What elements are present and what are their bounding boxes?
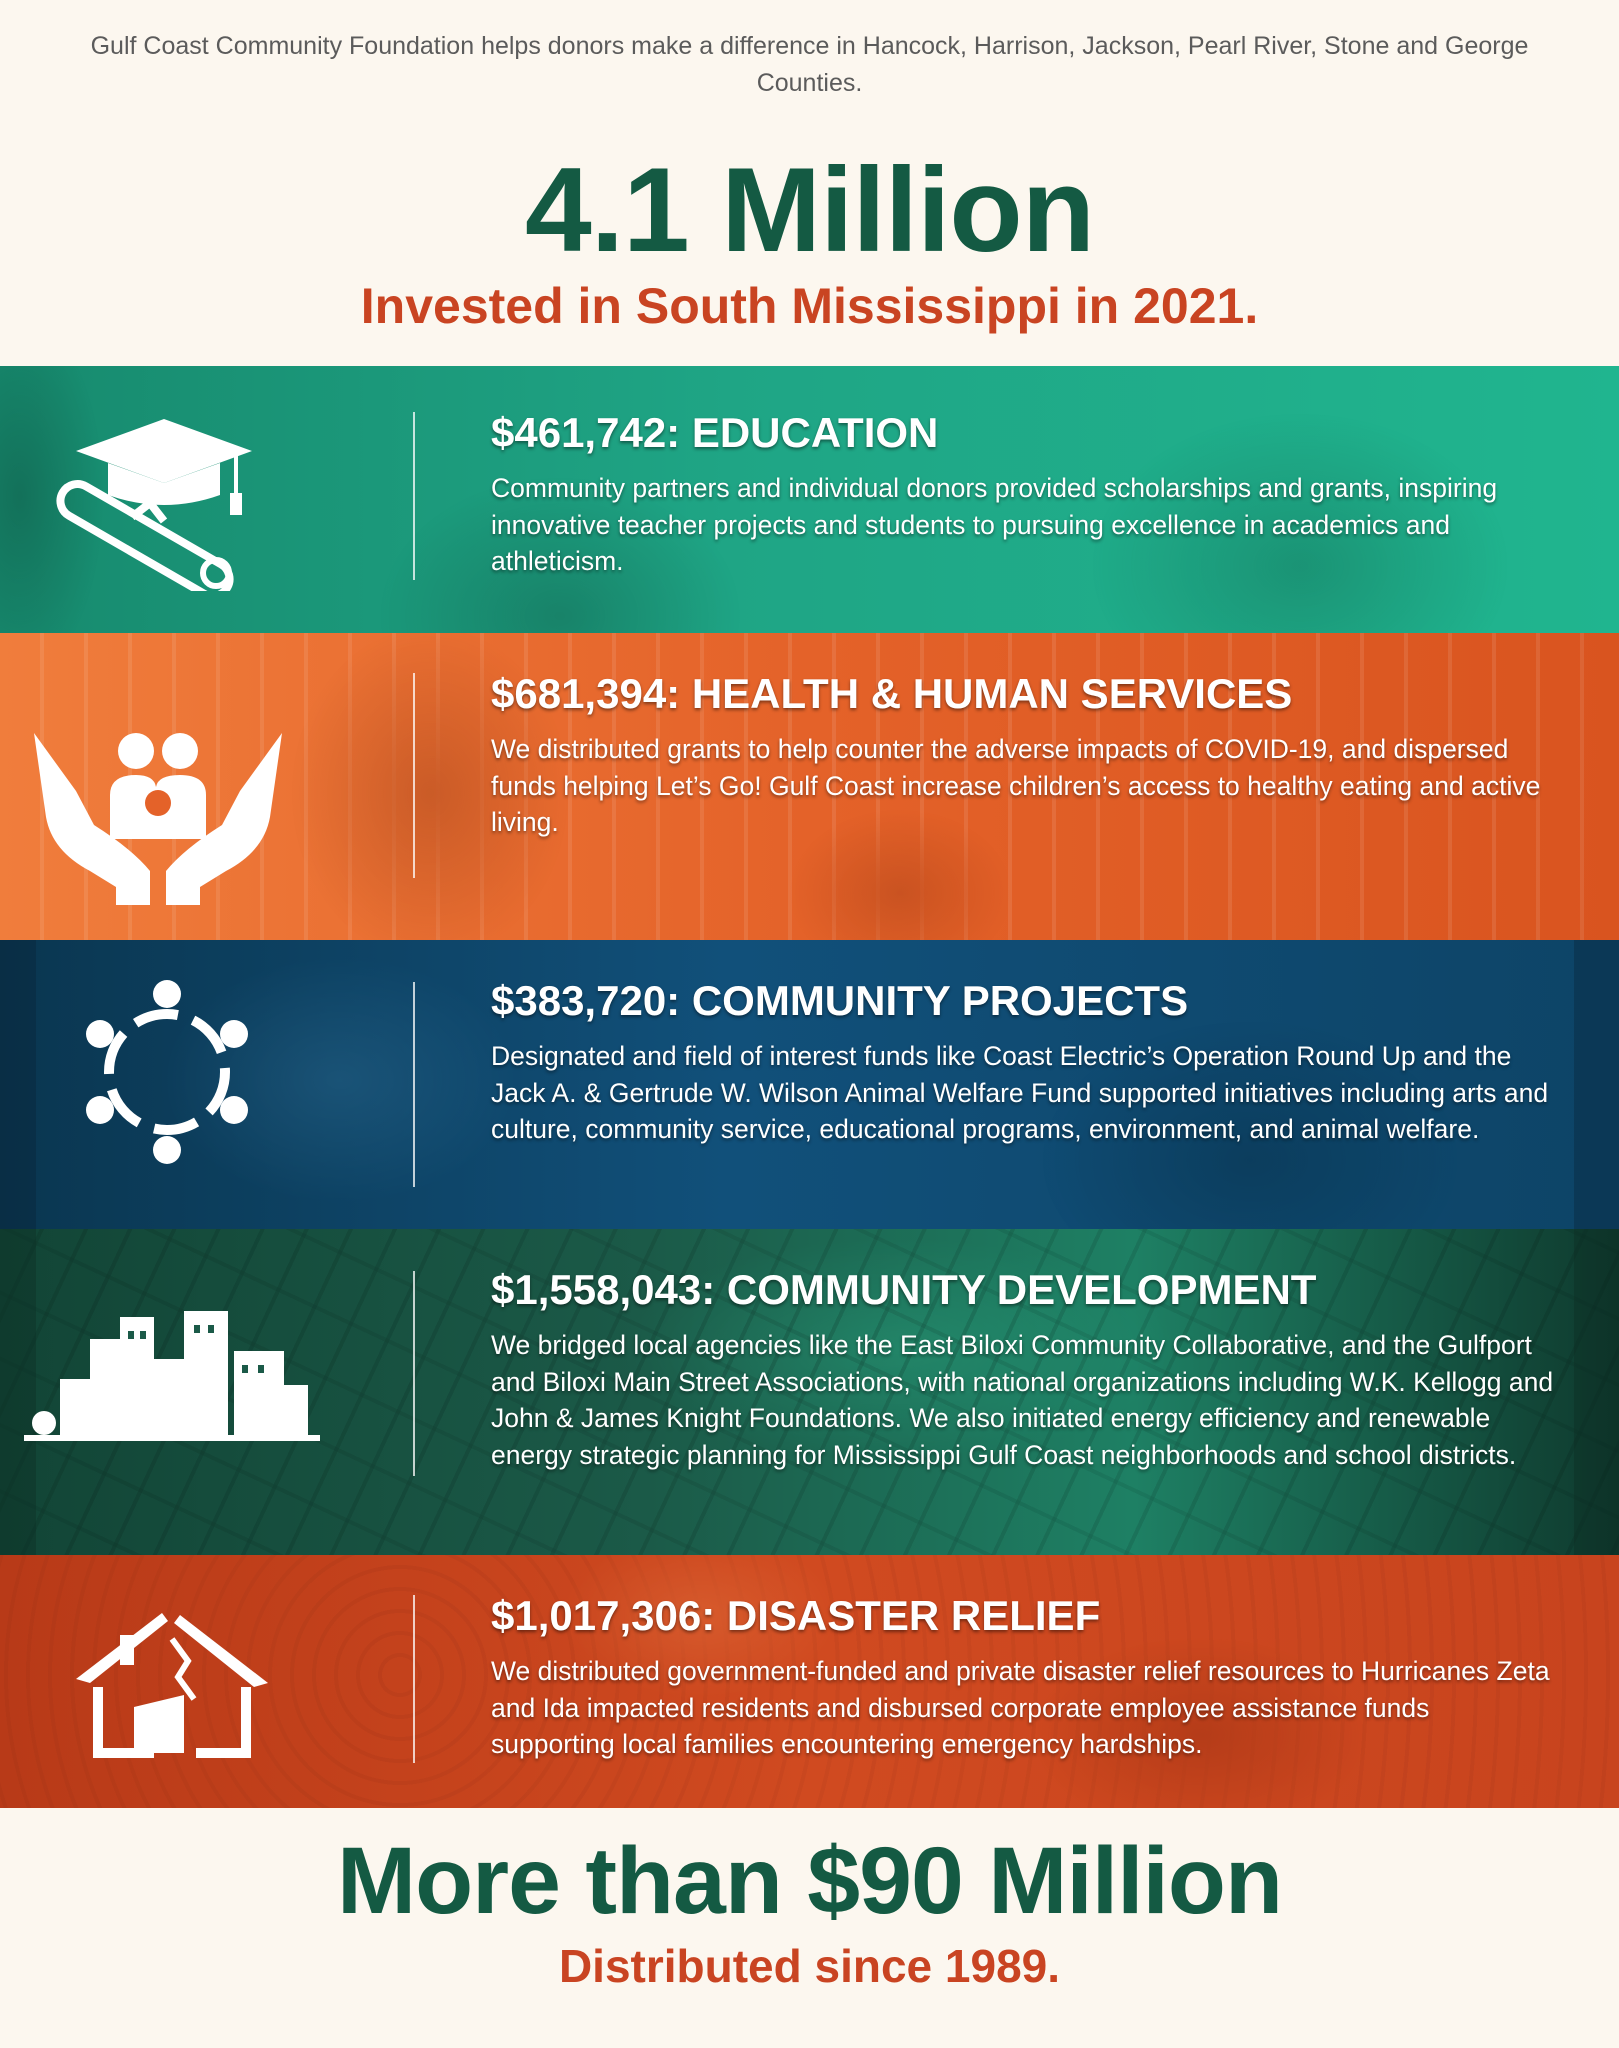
section-health-human-services: [0, 633, 1619, 940]
section-divider: [413, 1595, 415, 1763]
headline-caption: Invested in South Mississippi in 2021.: [360, 278, 1259, 334]
community-circle-icon: [86, 980, 248, 1164]
section-disaster-relief: [0, 1555, 1619, 1808]
city-skyline-icon: [24, 1309, 324, 1445]
section-community-development: [0, 1229, 1619, 1555]
section-description: Community partners and individual donors provided scholarships and grants, inspiring innovative teacher projects and students to pursuing excellence in academics and athleticism.: [491, 473, 1498, 576]
section-divider: [413, 1271, 415, 1476]
section-title: $461,742: EDUCATION: [491, 409, 939, 456]
section-divider: [413, 673, 415, 878]
damaged-house-icon: [76, 1603, 268, 1763]
headline-amount: 4.1 Million: [524, 143, 1095, 277]
graduation-cap-diploma-icon: [46, 411, 252, 591]
section-divider: [413, 982, 415, 1187]
section-divider: [413, 412, 415, 580]
section-description: We distributed grants to help counter the adverse impacts of COVID-19, and dispersed funds helping Let’s Go! Gulf Coast increase children’s access to healthy eating and active living.: [491, 734, 1541, 837]
section-description: We bridged local agencies like the East Biloxi Community Collaborative, and the Gulfport and Biloxi Main Street Associations, with national organizations including W.K. Kellogg and John & James Knight Foundations. We also initiated energy efficiency and renewable energy strategic planning for Mississippi Gulf Coast neighborhoods and school districts.: [491, 1330, 1554, 1470]
section-community-projects: [0, 940, 1619, 1229]
total-amount: More than $90 Million: [337, 1828, 1282, 1934]
section-title: $383,720: COMMUNITY PROJECTS: [491, 977, 1189, 1024]
total-caption: Distributed since 1989.: [558, 1940, 1061, 1992]
section-description: Designated and field of interest funds like Coast Electric’s Operation Round Up and the Jack A. & Gertrude W. Wilson Animal Welfare Fund supported initiatives including arts and culture, community service, educational programs, environment, and animal welfare.: [491, 1041, 1549, 1144]
intro-text: Gulf Coast Community Foundation helps donors make a difference in Hancock, Harrison, Jackson, Pearl River, Stone and George Counties.: [90, 32, 1529, 97]
section-title: $681,394: HEALTH & HUMAN SERVICES: [491, 670, 1293, 717]
family-in-hands-icon: [32, 721, 284, 905]
section-title: $1,558,043: COMMUNITY DEVELOPMENT: [491, 1266, 1317, 1313]
section-education: [0, 366, 1619, 633]
section-title: $1,017,306: DISASTER RELIEF: [491, 1592, 1101, 1639]
section-description: We distributed government-funded and private disaster relief resources to Hurricanes Zeta and Ida impacted residents and disbursed corporate employee assistance funds supporting local families encountering emergency hardships.: [491, 1656, 1550, 1759]
